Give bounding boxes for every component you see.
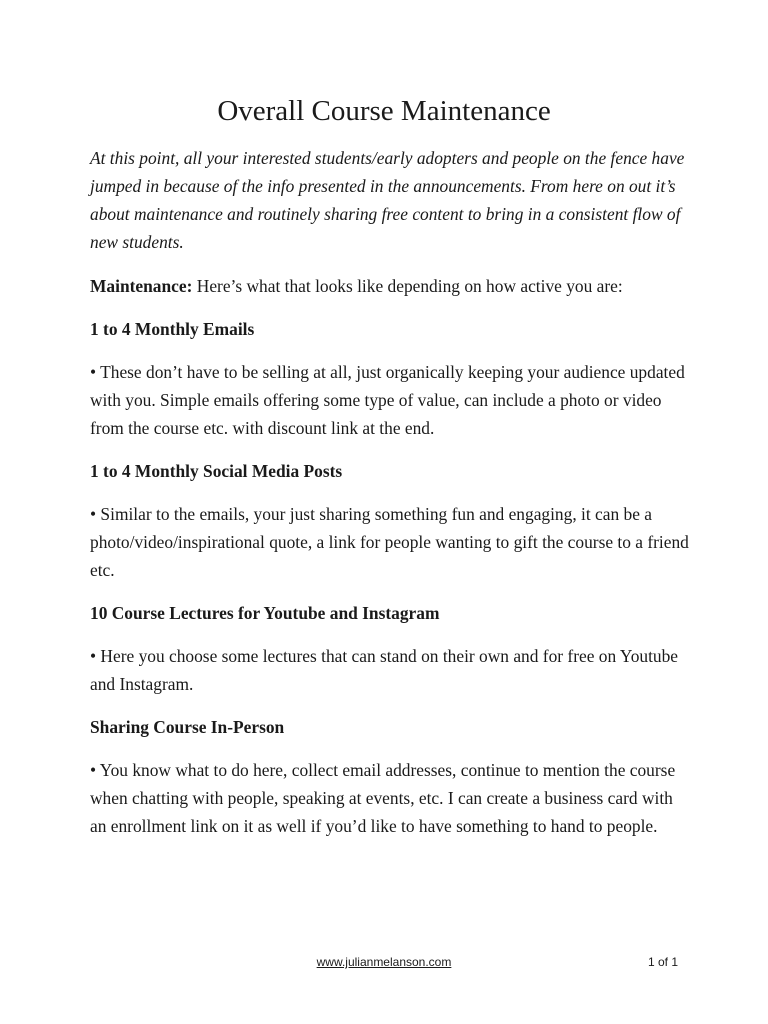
section-body-social: • Similar to the emails, your just sharing something fun and engaging, it can be a photo/video/inspirational quote, a link for people wanting to gift the course to a friend etc.	[90, 504, 689, 580]
section-heading-emails: 1 to 4 Monthly Emails	[90, 319, 255, 339]
maintenance-text: Here’s what that looks like depending on how active you are:	[192, 276, 623, 296]
page-title: Overall Course Maintenance	[217, 95, 551, 127]
page-number: 1 of 1	[647, 955, 678, 969]
maintenance-label: Maintenance:	[90, 276, 193, 296]
maintenance-paragraph	[90, 272, 690, 300]
page-footer	[0, 953, 768, 971]
intro-paragraph: At this point, all your interested students/early adopters and people on the fence have jumped in because of the info presented in the announcements. From here on out it’s about maintenance and routinely sharing free content to bring in a consistent flow of new students.	[90, 148, 685, 252]
document-body	[90, 144, 690, 855]
footer-website-link[interactable]: www.julianmelanson.com	[316, 955, 452, 969]
section-body-in-person: • You know what to do here, collect email addresses, continue to mention the course when chatting with people, speaking at events, etc. I can create a business card with an enrollment link on it as well if you’d like to have something to hand to people.	[90, 760, 676, 836]
section-heading-social: 1 to 4 Monthly Social Media Posts	[90, 461, 343, 481]
section-heading-lectures: 10 Course Lectures for Youtube and Instagram	[90, 603, 440, 623]
section-body-lectures: • Here you choose some lectures that can stand on their own and for free on Youtube and Instagram.	[90, 646, 679, 694]
section-body-emails: • These don’t have to be selling at all, just organically keeping your audience updated with you. Simple emails offering some type of value, can include a photo or video from the course etc. with discount link at the end.	[90, 362, 685, 438]
section-heading-in-person: Sharing Course In-Person	[90, 717, 285, 737]
